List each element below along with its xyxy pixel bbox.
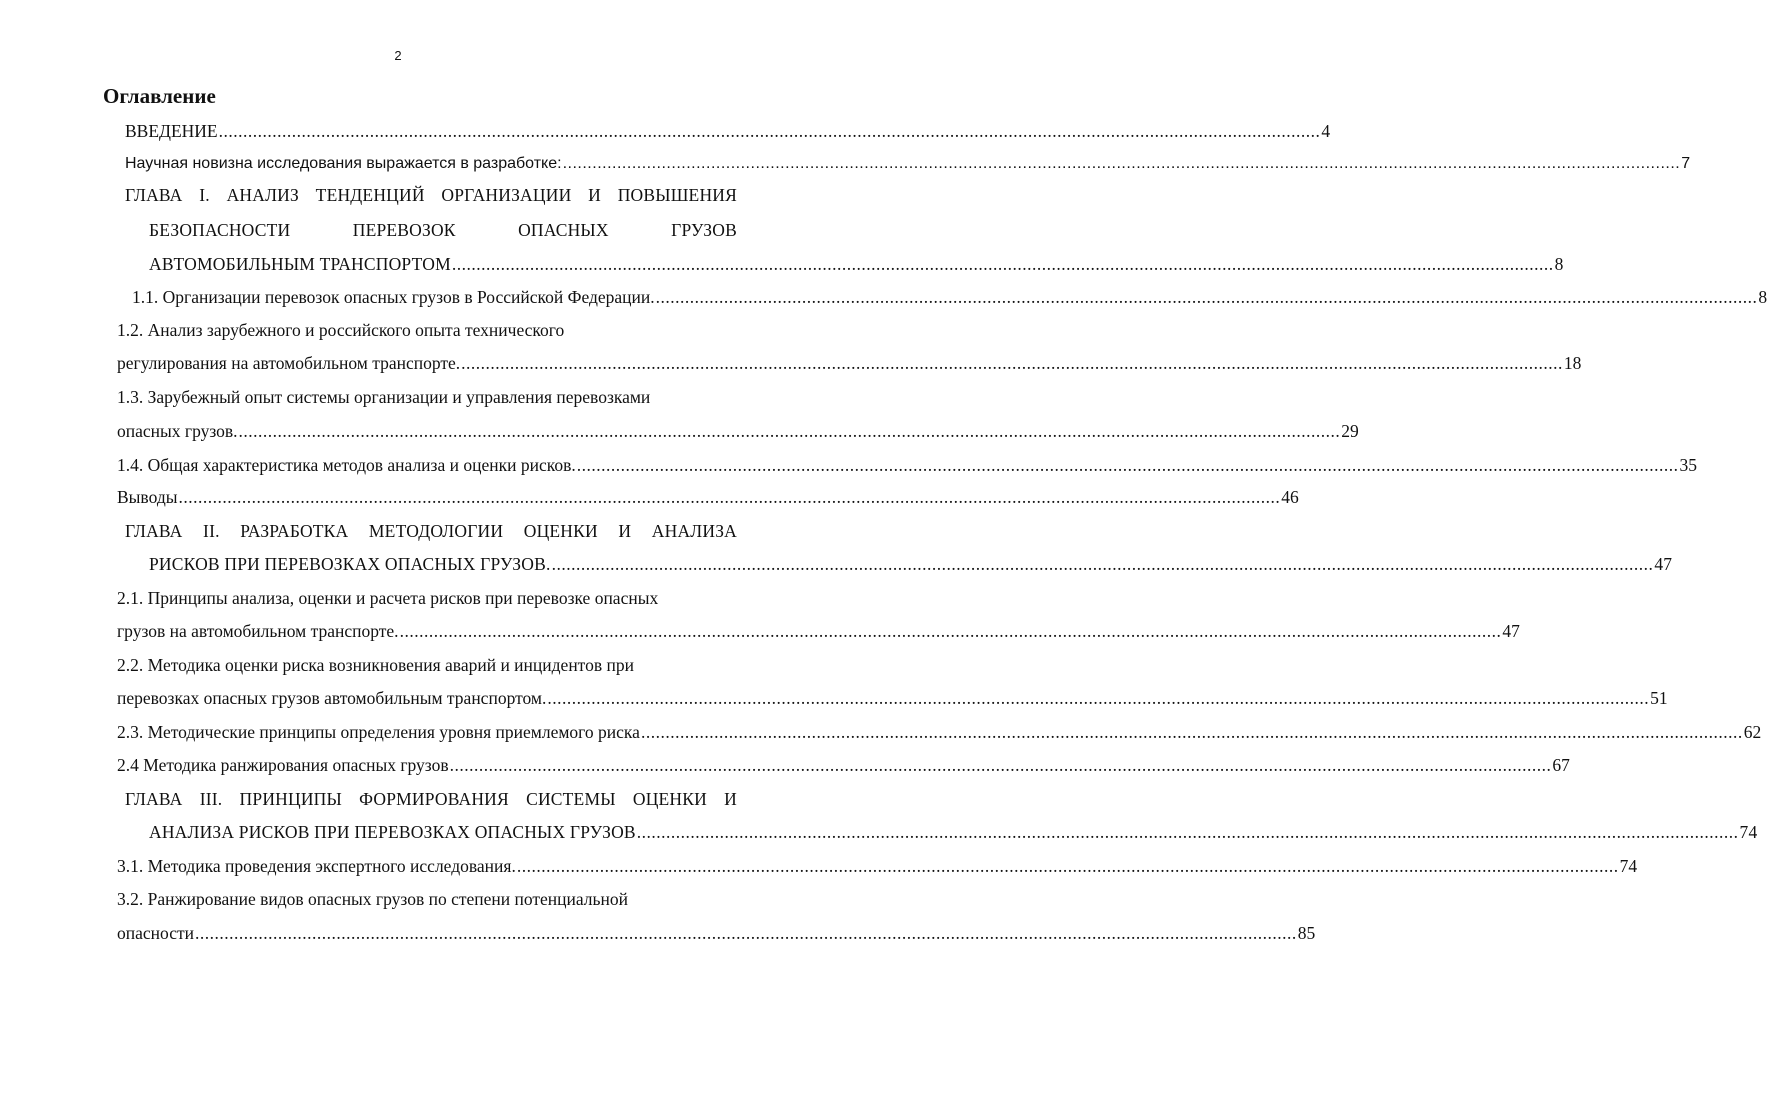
- toc-entry-page: 35: [1679, 455, 1697, 475]
- leader-dots: ..................................................................................................................................................................................................................................: [636, 822, 1739, 842]
- leader-dots: ..................................................................................................................................................................................................................................: [238, 421, 1341, 441]
- toc-entry-1-2-line-1[interactable]: 1.2. Анализ зарубежного и российского опыта технического: [117, 320, 565, 340]
- leader-dots: ..................................................................................................................................................................................................................................: [547, 688, 1650, 708]
- toc-entry-page: 8: [1554, 254, 1564, 274]
- leader-dots: ..................................................................................................................................................................................................................................: [194, 923, 1297, 943]
- toc-chapter-1-line-3[interactable]: [149, 251, 1564, 277]
- toc-entry-text: 3.1. Методика проведения экспертного исследования.: [117, 856, 516, 876]
- toc-entry-page: 4: [1321, 121, 1331, 141]
- toc-entry-text: 1.4. Общая характеристика методов анализа и оценки рисков.: [117, 455, 576, 475]
- toc-entry-text: опасных грузов.: [117, 421, 238, 441]
- toc-entry-page: 85: [1297, 923, 1316, 943]
- toc-entry-page: 62: [1743, 722, 1762, 742]
- leader-dots: ..................................................................................................................................................................................................................................: [399, 621, 1502, 641]
- toc-chapter-3-line-1[interactable]: ГЛАВА III. ПРИНЦИПЫ ФОРМИРОВАНИЯ СИСТЕМЫ ОЦЕНКИ И: [125, 789, 737, 809]
- toc-entry-page: 8: [1758, 287, 1767, 307]
- toc-entry-page: 18: [1563, 353, 1582, 373]
- toc-entry-text: 2.4 Методика ранжирования опасных грузов: [117, 755, 449, 775]
- toc-entry-text: АВТОМОБИЛЬНЫМ ТРАНСПОРТОМ: [149, 254, 451, 274]
- page-number: 2: [394, 48, 402, 63]
- toc-entry-1-4[interactable]: [117, 452, 1697, 478]
- leader-dots: ..................................................................................................................................................................................................................................: [640, 722, 1743, 742]
- leader-dots: ..................................................................................................................................................................................................................................: [562, 155, 1681, 172]
- toc-entry-conclusions[interactable]: [117, 484, 1299, 510]
- toc-entry-page: 47: [1502, 621, 1520, 641]
- leader-dots: ..................................................................................................................................................................................................................................: [449, 755, 1552, 775]
- toc-entry-text: АНАЛИЗА РИСКОВ ПРИ ПЕРЕВОЗКАХ ОПАСНЫХ ГРУЗОВ: [149, 822, 636, 842]
- toc-entry-text: перевозках опасных грузов автомобильным транспортом.: [117, 688, 547, 708]
- toc-entry-novelty[interactable]: [125, 151, 1691, 177]
- toc-entry-text: грузов на автомобильном транспорте.: [117, 621, 399, 641]
- toc-entry-1-1[interactable]: [132, 284, 1767, 310]
- toc-entry-text: 1.1. Организации перевозок опасных грузов в Российской Федерации.: [132, 287, 655, 307]
- toc-entry-text: Научная новизна исследования выражается в разработке:: [125, 155, 562, 172]
- toc-chapter-1-line-2[interactable]: БЕЗОПАСНОСТИ ПЕРЕВОЗОК ОПАСНЫХ ГРУЗОВ: [149, 220, 737, 240]
- toc-entry-2-2-line-1[interactable]: 2.2. Методика оценки риска возникновения аварий и инцидентов при: [117, 655, 634, 675]
- leader-dots: ..................................................................................................................................................................................................................................: [178, 487, 1281, 507]
- toc-entry-page: 74: [1739, 822, 1758, 842]
- toc-entry-text: регулирования на автомобильном транспорте.: [117, 353, 461, 373]
- toc-entry-page: 51: [1650, 688, 1668, 708]
- toc-entry-3-2-line-1[interactable]: 3.2. Ранжирование видов опасных грузов по степени потенциальной: [117, 889, 629, 909]
- toc-entry-2-2-line-2[interactable]: [117, 685, 1668, 711]
- leader-dots: ..................................................................................................................................................................................................................................: [551, 554, 1654, 574]
- toc-chapter-2-line-2[interactable]: [149, 551, 1673, 577]
- leader-dots: ..................................................................................................................................................................................................................................: [576, 455, 1679, 475]
- toc-entry-2-4[interactable]: [117, 752, 1570, 778]
- leader-dots: ..................................................................................................................................................................................................................................: [655, 287, 1758, 307]
- toc-entry-1-2-line-2[interactable]: [117, 350, 1582, 376]
- toc-chapter-2-line-1[interactable]: ГЛАВА II. РАЗРАБОТКА МЕТОДОЛОГИИ ОЦЕНКИ И АНАЛИЗА: [125, 521, 737, 541]
- toc-entry-text: РИСКОВ ПРИ ПЕРЕВОЗКАХ ОПАСНЫХ ГРУЗОВ.: [149, 554, 551, 574]
- leader-dots: ..................................................................................................................................................................................................................................: [451, 254, 1554, 274]
- toc-entry-text: Выводы: [117, 487, 178, 507]
- toc-entry-3-2-line-2[interactable]: [117, 920, 1316, 946]
- toc-entry-3-1[interactable]: [117, 853, 1638, 879]
- toc-entry-2-1-line-2[interactable]: [117, 618, 1520, 644]
- toc-entry-page: 74: [1619, 856, 1638, 876]
- toc-entry-page: 47: [1654, 554, 1673, 574]
- toc-entry-page: 67: [1552, 755, 1570, 775]
- toc-entry-page: 46: [1281, 487, 1299, 507]
- toc-entry-text: опасности: [117, 923, 194, 943]
- toc-entry-2-3[interactable]: [117, 719, 1762, 745]
- toc-entry-page: 29: [1341, 421, 1359, 441]
- toc-entry-intro[interactable]: [125, 118, 1331, 144]
- leader-dots: ..................................................................................................................................................................................................................................: [461, 353, 1563, 373]
- toc-title: Оглавление: [103, 84, 216, 108]
- toc-entry-2-1-line-1[interactable]: 2.1. Принципы анализа, оценки и расчета рисков при перевозке опасных: [117, 588, 659, 608]
- toc-entry-text: 2.3. Методические принципы определения уровня приемлемого риска: [117, 722, 640, 742]
- toc-entry-text: ВВЕДЕНИЕ: [125, 121, 218, 141]
- toc-chapter-1-line-1[interactable]: ГЛАВА I. АНАЛИЗ ТЕНДЕНЦИЙ ОРГАНИЗАЦИИ И ПОВЫШЕНИЯ: [125, 185, 737, 205]
- toc-chapter-3-line-2[interactable]: [149, 819, 1758, 845]
- leader-dots: ..................................................................................................................................................................................................................................: [516, 856, 1619, 876]
- toc-entry-1-3-line-2[interactable]: [117, 418, 1359, 444]
- toc-entry-page: 7: [1681, 155, 1691, 172]
- toc-entry-1-3-line-1[interactable]: 1.3. Зарубежный опыт системы организации и управления перевозками: [117, 387, 651, 407]
- leader-dots: ..................................................................................................................................................................................................................................: [218, 121, 1321, 141]
